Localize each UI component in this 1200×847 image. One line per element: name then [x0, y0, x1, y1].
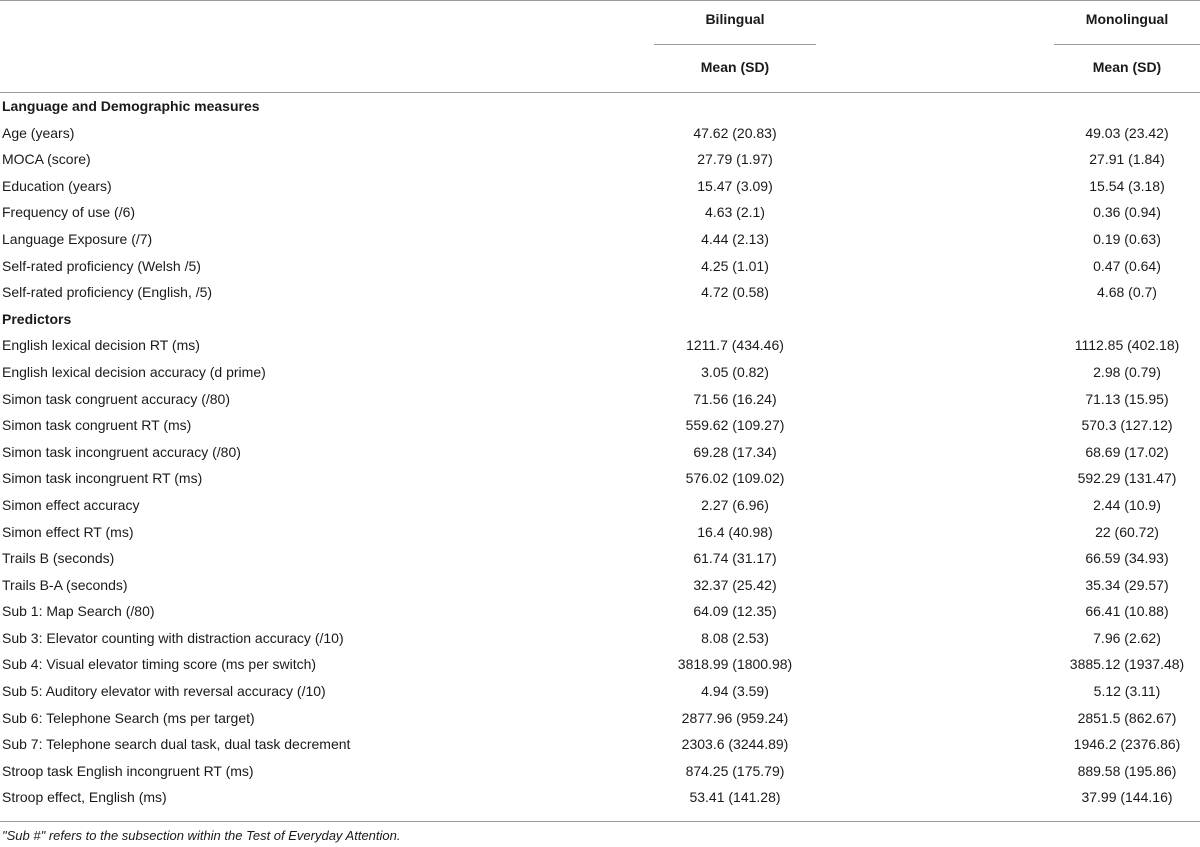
row-label: Simon task congruent RT (ms) [2, 417, 192, 434]
monolingual-value: 27.91 (1.84) [1089, 151, 1165, 168]
row-label: Education (years) [2, 177, 112, 194]
table-row [0, 784, 1200, 811]
monolingual-value: 570.3 (127.12) [1081, 417, 1173, 434]
bilingual-value: 64.09 (12.35) [693, 603, 777, 620]
table-row [0, 492, 1200, 519]
table-row [0, 678, 1200, 705]
table-body [0, 93, 1200, 811]
row-label: English lexical decision RT (ms) [2, 337, 200, 354]
table-top-rule [0, 0, 1200, 1]
section-header-row [0, 306, 1200, 333]
bilingual-value: 1211.7 (434.46) [686, 337, 784, 354]
table-row [0, 625, 1200, 652]
bilingual-value: 874.25 (175.79) [685, 762, 785, 779]
bilingual-value: 4.63 (2.1) [705, 204, 765, 221]
row-label: Stroop task English incongruent RT (ms) [2, 762, 254, 779]
row-label: Simon effect RT (ms) [2, 523, 134, 540]
bilingual-value: 2303.6 (3244.89) [681, 736, 789, 753]
monolingual-value: 889.58 (195.86) [1077, 762, 1177, 779]
column-group-bilingual: Bilingual [705, 11, 765, 27]
bilingual-value: 32.37 (25.42) [693, 576, 777, 593]
row-label: Sub 4: Visual elevator timing score (ms per switch) [2, 656, 317, 673]
bilingual-value: 576.02 (109.02) [685, 470, 785, 487]
monolingual-value: 66.59 (34.93) [1085, 550, 1169, 567]
monolingual-value: 2851.5 (862.67) [1077, 709, 1177, 726]
bilingual-value: 16.4 (40.98) [697, 523, 773, 540]
monolingual-value: 592.29 (131.47) [1077, 470, 1177, 487]
row-label: Trails B (seconds) [2, 550, 115, 567]
table-footnote: "Sub #" refers to the subsection within the Test of Everyday Attention. [2, 828, 401, 843]
column-header-bilingual-mean-sd: Mean (SD) [700, 59, 770, 75]
monolingual-value: 1112.85 (402.18) [1074, 337, 1180, 354]
row-label: Trails B-A (seconds) [2, 576, 128, 593]
monolingual-value: 1946.2 (2376.86) [1073, 736, 1181, 753]
bilingual-value: 4.94 (3.59) [701, 683, 769, 700]
table-row [0, 199, 1200, 226]
table-row [0, 386, 1200, 413]
table-row [0, 146, 1200, 173]
monolingual-value: 0.19 (0.63) [1093, 230, 1161, 247]
row-label: Sub 3: Elevator counting with distraction accuracy (/10) [2, 629, 344, 646]
table-row [0, 465, 1200, 492]
monolingual-value: 2.98 (0.79) [1093, 363, 1161, 380]
monolingual-value: 35.34 (29.57) [1085, 576, 1169, 593]
bilingual-value: 4.44 (2.13) [701, 230, 769, 247]
bilingual-value: 3.05 (0.82) [701, 363, 769, 380]
bilingual-value: 47.62 (20.83) [693, 124, 777, 141]
section-header-row [0, 93, 1200, 120]
monolingual-value: 2.44 (10.9) [1093, 496, 1161, 513]
bilingual-value: 53.41 (141.28) [689, 789, 781, 806]
bilingual-value: 4.25 (1.01) [701, 257, 769, 274]
bilingual-value: 559.62 (109.27) [685, 417, 785, 434]
monolingual-value: 5.12 (3.11) [1093, 683, 1161, 700]
row-label: Simon task congruent accuracy (/80) [2, 390, 230, 407]
monolingual-value: 68.69 (17.02) [1085, 443, 1169, 460]
row-label: Simon effect accuracy [2, 496, 140, 513]
monolingual-value: 49.03 (23.42) [1085, 124, 1169, 141]
table-row [0, 545, 1200, 572]
column-header-monolingual-mean-sd: Mean (SD) [1092, 59, 1162, 75]
table-row [0, 120, 1200, 147]
section-title: Predictors [2, 310, 72, 327]
table-row [0, 758, 1200, 785]
row-label: Self-rated proficiency (Welsh /5) [2, 257, 201, 274]
row-label: Frequency of use (/6) [2, 204, 136, 221]
monolingual-value: 66.41 (10.88) [1085, 603, 1169, 620]
row-label: Sub 6: Telephone Search (ms per target) [2, 709, 255, 726]
table-row [0, 651, 1200, 678]
table-row [0, 359, 1200, 386]
row-label: Simon task incongruent accuracy (/80) [2, 443, 241, 460]
table-row [0, 279, 1200, 306]
bilingual-value: 8.08 (2.53) [701, 629, 769, 646]
bilingual-value: 2877.96 (959.24) [681, 709, 789, 726]
table-row [0, 173, 1200, 200]
bilingual-value: 27.79 (1.97) [697, 151, 773, 168]
bilingual-value: 3818.99 (1800.98) [677, 656, 793, 673]
monolingual-value: 0.36 (0.94) [1093, 204, 1161, 221]
row-label: MOCA (score) [2, 151, 91, 168]
table-row [0, 705, 1200, 732]
row-label: Age (years) [2, 124, 75, 141]
table-row [0, 572, 1200, 599]
table-row [0, 519, 1200, 546]
bilingual-value: 4.72 (0.58) [701, 284, 769, 301]
bilingual-value: 61.74 (31.17) [693, 550, 777, 567]
table-row [0, 412, 1200, 439]
row-label: Sub 7: Telephone search dual task, dual task decrement [2, 736, 351, 753]
bilingual-value: 15.47 (3.09) [697, 177, 773, 194]
table-row [0, 226, 1200, 253]
monolingual-value: 4.68 (0.7) [1097, 284, 1157, 301]
table-bottom-rule [0, 821, 1200, 822]
bilingual-value: 2.27 (6.96) [701, 496, 769, 513]
row-label: Sub 5: Auditory elevator with reversal accuracy (/10) [2, 683, 326, 700]
monolingual-header-rule [1054, 44, 1200, 45]
section-title: Language and Demographic measures [2, 98, 260, 114]
monolingual-value: 7.96 (2.62) [1093, 629, 1161, 646]
table-row [0, 731, 1200, 758]
monolingual-value: 37.99 (144.16) [1081, 789, 1173, 806]
monolingual-value: 71.13 (15.95) [1085, 390, 1169, 407]
bilingual-header-rule [654, 44, 816, 45]
row-label: Simon task incongruent RT (ms) [2, 470, 203, 487]
bilingual-value: 69.28 (17.34) [693, 443, 777, 460]
table-row [0, 598, 1200, 625]
row-label: English lexical decision accuracy (d prime) [2, 363, 266, 380]
column-group-monolingual: Monolingual [1085, 11, 1169, 27]
monolingual-value: 15.54 (3.18) [1089, 177, 1165, 194]
row-label: Language Exposure (/7) [2, 230, 153, 247]
table-row [0, 439, 1200, 466]
bilingual-value: 71.56 (16.24) [693, 390, 777, 407]
row-label: Sub 1: Map Search (/80) [2, 603, 155, 620]
monolingual-value: 3885.12 (1937.48) [1069, 656, 1185, 673]
monolingual-value: 22 (60.72) [1095, 523, 1159, 540]
monolingual-value: 0.47 (0.64) [1093, 257, 1161, 274]
row-label: Self-rated proficiency (English, /5) [2, 284, 213, 301]
table-row [0, 332, 1200, 359]
row-label: Stroop effect, English (ms) [2, 789, 167, 806]
table-row [0, 253, 1200, 280]
